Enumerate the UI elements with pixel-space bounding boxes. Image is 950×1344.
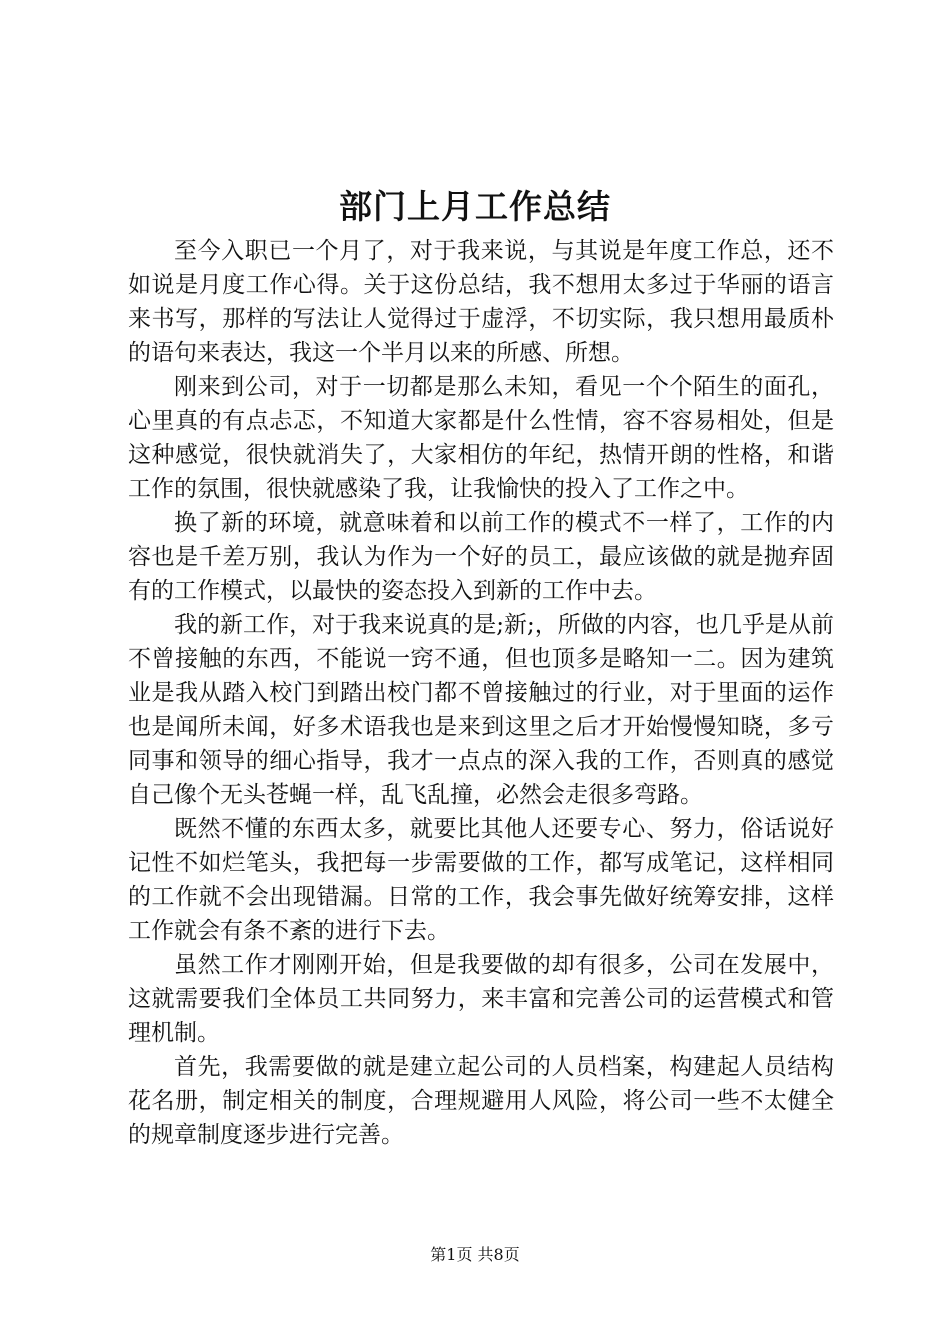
paragraph: 虽然工作才刚刚开始，但是我要做的却有很多，公司在发展中，这就需要我们全体员工共同努力，来丰富和完善公司的运营模式和管理机制。: [128, 952, 834, 1046]
paragraph: 刚来到公司，对于一切都是那么未知，看见一个个陌生的面孔，心里真的有点忐忑，不知道大家都是什么性情，容不容易相处，但是这种感觉，很快就消失了，大家相仿的年纪，热情开朗的性格，和谐工作的氛围，很快就感染了我，让我愉快的投入了工作之中。: [128, 374, 834, 502]
page-title: 部门上月工作总结: [339, 187, 611, 226]
page-footer: [0, 1244, 950, 1266]
paragraph: 我的新工作，对于我来说真的是;新;，所做的内容，也几乎是从前不曾接触的东西，不能说一窍不通，但也顶多是略知一二。因为建筑业是我从踏入校门到踏出校门都不曾接触过的行业，对于里面的运作也是闻所未闻，好多术语我也是来到这里之后才开始慢慢知晓，多亏同事和领导的细心指导，我才一点点的深入我的工作，否则真的感觉自己像个无头苍蝇一样，乱飞乱撞，必然会走很多弯路。: [128, 612, 834, 808]
paragraph: 既然不懂的东西太多，就要比其他人还要专心、努力，俗话说好记性不如烂笔头，我把每一步需要做的工作，都写成笔记，这样相同的工作就不会出现错漏。日常的工作，我会事先做好统筹安排，这样工作就会有条不紊的进行下去。: [128, 816, 834, 944]
paragraph: 首先，我需要做的就是建立起公司的人员档案，构建起人员结构花名册，制定相关的制度，合理规避用人风险，将公司一些不太健全的规章制度逐步进行完善。: [128, 1054, 834, 1148]
paragraph: 至今入职已一个月了，对于我来说，与其说是年度工作总，还不如说是月度工作心得。关于这份总结，我不想用太多过于华丽的语言来书写，那样的写法让人觉得过于虚浮，不切实际，我只想用最质朴的语句来表达，我这一个半月以来的所感、所想。: [128, 238, 834, 366]
page-number: 第1页 共8页: [430, 1245, 520, 1264]
document-body: [128, 234, 834, 1152]
paragraph: 换了新的环境，就意味着和以前工作的模式不一样了，工作的内容也是千差万别，我认为作为一个好的员工，最应该做的就是抛弃固有的工作模式，以最快的姿态投入到新的工作中去。: [128, 510, 834, 604]
